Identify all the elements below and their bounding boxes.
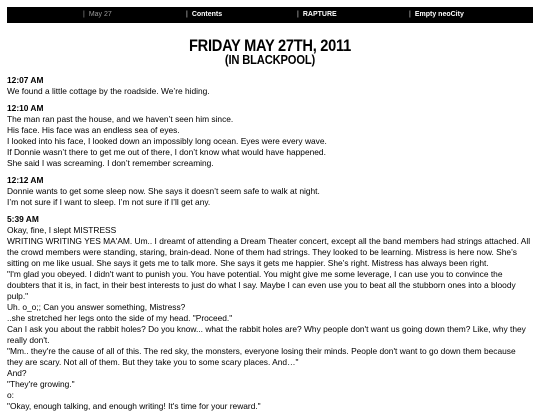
nav-separator: | [297, 11, 299, 18]
entry-line: Okay, fine, I slept MISTRESS [7, 225, 117, 235]
nav-link-label: May 27 [88, 11, 112, 18]
entry-line: Donnie wants to get some sleep now. She says it doesn’t seem safe to walk at night. [7, 186, 320, 196]
nav-link-contents[interactable] [186, 7, 222, 23]
nav-separator: | [409, 11, 411, 18]
nav-link-label: Contents [191, 11, 223, 18]
entry-line: Uh. o_o;; Can you answer something, Mistress? [7, 302, 186, 312]
entry-line: "Mm.. they're the cause of all of this. The red sky, the monsters, everyone losing their minds. People don't want to go down them because they are scary. Not all of them. But they take you to some scary places. And…" [7, 346, 518, 367]
entry-line: "Okay, enough talking, and enough writing! It's time for your reward." [7, 401, 261, 411]
entry-timestamp: 5:39 AM [7, 214, 39, 224]
nav-link-label: Empty neoCity [414, 11, 464, 18]
entry-line: She said I was screaming. I don’t remember screaming. [7, 158, 214, 168]
nav-link-empty-neocity[interactable] [409, 7, 464, 23]
nav-separator: | [186, 11, 188, 18]
entry-line: Can I ask you about the rabbit holes? Do you know... what the rabbit holes are? Why people don't want us going down them? Like, why they really don't. [7, 324, 529, 345]
entry-line: I’m not sure if I want to sleep. I’m not sure if I’ll get any. [7, 197, 211, 207]
entry-line: We found a little cottage by the roadside. We’re hiding. [7, 86, 210, 96]
entry-line: "I'm glad you obeyed. I didn't want to punish you. You have potential. You might give me some leverage, I can use you to convince the doubters that it is, in fact, in their best interests to just do what I say. Maybe I can even use you to beat all the stubborn ones into a bloody pulp." [7, 269, 519, 301]
journal-entry [7, 175, 533, 208]
nav-separator: | [83, 11, 85, 18]
entry-line: I looked into his face, I looked down an impossibly long ocean. Eyes were every wave. [7, 136, 327, 146]
entry-line: "They're growing." [7, 379, 75, 389]
entry-line: If Donnie wasn’t there to get me out of there, I don’t know what would have happened. [7, 147, 326, 157]
entry-timestamp: 12:07 AM [7, 75, 44, 85]
entry-line: And? [7, 368, 27, 378]
journal-entry [7, 214, 533, 412]
journal-entry [7, 103, 533, 169]
top-navigation-bar [7, 7, 533, 23]
entry-line: o: [7, 390, 14, 400]
page-title: FRIDAY MAY 27TH, 2011 [188, 36, 352, 55]
journal-entry [7, 75, 533, 97]
entry-timestamp: 12:10 AM [7, 103, 44, 113]
page-header [0, 38, 540, 65]
entry-timestamp: 12:12 AM [7, 175, 44, 185]
entry-line: ..she stretched her legs onto the side of my head. "Proceed." [7, 313, 233, 323]
nav-link-label: RAPTURE [302, 11, 337, 18]
entry-line: WRITING WRITING YES MA'AM. Um.. I dreamt of attending a Dream Theater concert, except all the band members had strings attached. All the crowd members were standing, staring, brain-dead. None of them had strings. They looked to be learning. Mistress is here now. She’s sitting on me like usual. She says it gets me to talk more. She says it gets me happier. She’s right. Mistress has always been right. [7, 236, 533, 268]
nav-link-may-27[interactable] [83, 7, 112, 23]
entry-line: The man ran past the house, and we haven’t seen him since. [7, 114, 234, 124]
entry-line: His face. His face was an endless sea of eyes. [7, 125, 180, 135]
page-subtitle: (IN BLACKPOOL) [224, 52, 316, 67]
journal-content [7, 75, 533, 418]
nav-link-rapture[interactable] [297, 7, 337, 23]
